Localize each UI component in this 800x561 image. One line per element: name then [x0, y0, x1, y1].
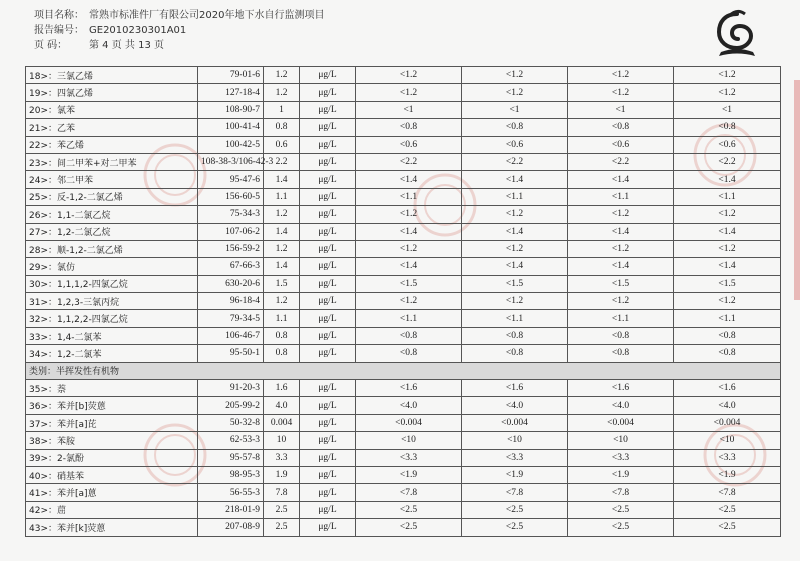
- unit: μg/L: [300, 519, 356, 536]
- page-label: 页 码：: [34, 40, 68, 51]
- cas-number: 98-95-3: [198, 466, 264, 483]
- result-3: <0.004: [568, 414, 674, 431]
- result-1: <1.4: [356, 258, 462, 275]
- unit: μg/L: [300, 380, 356, 397]
- analyte-name: 41>：苯并[a]蒽: [26, 484, 198, 501]
- analyte-name: 43>：苯并[k]荧蒽: [26, 519, 198, 536]
- analyte-name: 21>：乙苯: [26, 119, 198, 136]
- table-row: [26, 432, 781, 449]
- analyte-name: 38>：苯胺: [26, 432, 198, 449]
- result-2: <1.2: [462, 240, 568, 257]
- result-3: <1.1: [568, 310, 674, 327]
- unit: μg/L: [300, 432, 356, 449]
- result-4: <1.2: [674, 240, 781, 257]
- table-row: [26, 380, 781, 397]
- detection-limit: 1.6: [264, 380, 300, 397]
- table-row: [26, 275, 781, 292]
- detection-limit: 2.5: [264, 519, 300, 536]
- table-row: [26, 119, 781, 136]
- result-2: <1.2: [462, 84, 568, 101]
- result-2: <1.2: [462, 206, 568, 223]
- table-row: [26, 414, 781, 431]
- result-4: <1.4: [674, 171, 781, 188]
- analyte-name: 37>：苯并[a]芘: [26, 414, 198, 431]
- result-2: <1.9: [462, 466, 568, 483]
- table-row: [26, 466, 781, 483]
- result-1: <0.004: [356, 414, 462, 431]
- company-logo: [709, 6, 765, 62]
- analyte-name: 36>：苯并[b]荧蒽: [26, 397, 198, 414]
- analyte-name: 20>：氯苯: [26, 101, 198, 118]
- analyte-name: 31>：1,2,3-三氯丙烷: [26, 293, 198, 310]
- result-2: <4.0: [462, 397, 568, 414]
- result-2: <0.6: [462, 136, 568, 153]
- detection-limit: 3.3: [264, 449, 300, 466]
- result-2: <1: [462, 101, 568, 118]
- cas-number: 67-66-3: [198, 258, 264, 275]
- table-row: [26, 293, 781, 310]
- result-4: <1.4: [674, 223, 781, 240]
- cas-number: 156-59-2: [198, 240, 264, 257]
- analyte-name: 19>：四氯乙烯: [26, 84, 198, 101]
- cas-number: 75-34-3: [198, 206, 264, 223]
- result-4: <1.2: [674, 84, 781, 101]
- detection-limit: 2.5: [264, 501, 300, 518]
- table-row: [26, 327, 781, 344]
- detection-limit: 10: [264, 432, 300, 449]
- detection-limit: 2.2: [264, 153, 300, 170]
- detection-limit: 0.8: [264, 327, 300, 344]
- result-1: <1.2: [356, 240, 462, 257]
- table-row: [26, 484, 781, 501]
- detection-limit: 1: [264, 101, 300, 118]
- table-row: [26, 310, 781, 327]
- analyte-name: 39>：2-氯酚: [26, 449, 198, 466]
- result-1: <0.8: [356, 119, 462, 136]
- table-body-voc: [26, 67, 781, 363]
- result-1: <2.2: [356, 153, 462, 170]
- detection-limit: 1.2: [264, 240, 300, 257]
- result-1: <1.2: [356, 67, 462, 84]
- detection-limit: 0.004: [264, 414, 300, 431]
- result-3: <2.5: [568, 519, 674, 536]
- analyte-name: 30>：1,1,1,2-四氯乙烷: [26, 275, 198, 292]
- cas-number: 96-18-4: [198, 293, 264, 310]
- table-row: [26, 519, 781, 536]
- results-table: [25, 66, 781, 537]
- result-3: <1.1: [568, 188, 674, 205]
- detection-limit: 0.8: [264, 119, 300, 136]
- unit: μg/L: [300, 449, 356, 466]
- category-label: 类别：半挥发性有机物: [26, 362, 781, 379]
- result-1: <1.6: [356, 380, 462, 397]
- result-1: <1.5: [356, 275, 462, 292]
- table-row: [26, 67, 781, 84]
- category-row: [26, 362, 781, 379]
- detection-limit: 1.5: [264, 275, 300, 292]
- result-3: <3.3: [568, 449, 674, 466]
- page-value: 第 4 页 共 13 页: [89, 40, 164, 51]
- table-row: [26, 206, 781, 223]
- result-1: <2.5: [356, 501, 462, 518]
- analyte-name: 29>：氯仿: [26, 258, 198, 275]
- report-number-value: GE2010230301A01: [89, 25, 187, 36]
- cas-number: 108-38-3/106-42-3: [198, 153, 264, 170]
- result-1: <1.4: [356, 171, 462, 188]
- analyte-name: 28>：顺-1,2-二氯乙烯: [26, 240, 198, 257]
- result-1: <0.8: [356, 345, 462, 362]
- detection-limit: 1.2: [264, 206, 300, 223]
- detection-limit: 0.8: [264, 345, 300, 362]
- result-4: <2.5: [674, 519, 781, 536]
- result-4: <0.6: [674, 136, 781, 153]
- result-2: <1.6: [462, 380, 568, 397]
- cas-number: 100-42-5: [198, 136, 264, 153]
- unit: μg/L: [300, 293, 356, 310]
- result-4: <0.8: [674, 119, 781, 136]
- cas-number: 108-90-7: [198, 101, 264, 118]
- result-3: <1.4: [568, 223, 674, 240]
- result-3: <0.8: [568, 345, 674, 362]
- cas-number: 95-47-6: [198, 171, 264, 188]
- result-4: <2.2: [674, 153, 781, 170]
- unit: μg/L: [300, 101, 356, 118]
- result-1: <1.1: [356, 310, 462, 327]
- report-header: [34, 8, 324, 53]
- cas-number: 205-99-2: [198, 397, 264, 414]
- unit: μg/L: [300, 310, 356, 327]
- detection-limit: 1.9: [264, 466, 300, 483]
- result-2: <0.8: [462, 327, 568, 344]
- report-number-label: 报告编号：: [34, 25, 84, 36]
- result-3: <1.5: [568, 275, 674, 292]
- result-4: <4.0: [674, 397, 781, 414]
- result-2: <7.8: [462, 484, 568, 501]
- analyte-name: 32>：1,1,2,2-四氯乙烷: [26, 310, 198, 327]
- result-4: <3.3: [674, 449, 781, 466]
- analyte-name: 40>：硝基苯: [26, 466, 198, 483]
- result-4: <0.004: [674, 414, 781, 431]
- result-4: <1.9: [674, 466, 781, 483]
- unit: μg/L: [300, 275, 356, 292]
- unit: μg/L: [300, 327, 356, 344]
- cas-number: 156-60-5: [198, 188, 264, 205]
- result-3: <1.2: [568, 67, 674, 84]
- result-1: <2.5: [356, 519, 462, 536]
- analyte-name: 33>：1,4-二氯苯: [26, 327, 198, 344]
- result-1: <1.2: [356, 293, 462, 310]
- detection-limit: 1.4: [264, 171, 300, 188]
- result-3: <0.8: [568, 119, 674, 136]
- table-row: [26, 84, 781, 101]
- table-row: [26, 136, 781, 153]
- cas-number: 218-01-9: [198, 501, 264, 518]
- result-1: <1.2: [356, 84, 462, 101]
- result-3: <1.2: [568, 293, 674, 310]
- result-4: <1.1: [674, 188, 781, 205]
- unit: μg/L: [300, 466, 356, 483]
- unit: μg/L: [300, 484, 356, 501]
- unit: μg/L: [300, 345, 356, 362]
- result-2: <1.1: [462, 310, 568, 327]
- unit: μg/L: [300, 119, 356, 136]
- cas-number: 127-18-4: [198, 84, 264, 101]
- result-1: <10: [356, 432, 462, 449]
- cas-number: 630-20-6: [198, 275, 264, 292]
- analyte-name: 18>：三氯乙烯: [26, 67, 198, 84]
- cas-number: 106-46-7: [198, 327, 264, 344]
- result-4: <1.1: [674, 310, 781, 327]
- result-2: <0.8: [462, 345, 568, 362]
- result-2: <10: [462, 432, 568, 449]
- result-3: <1: [568, 101, 674, 118]
- result-4: <7.8: [674, 484, 781, 501]
- analyte-name: 25>：反-1,2-二氯乙烯: [26, 188, 198, 205]
- result-2: <1.2: [462, 293, 568, 310]
- result-1: <1.1: [356, 188, 462, 205]
- result-3: <7.8: [568, 484, 674, 501]
- table-row: [26, 397, 781, 414]
- table-row: [26, 223, 781, 240]
- result-2: <1.5: [462, 275, 568, 292]
- table-row: [26, 240, 781, 257]
- unit: μg/L: [300, 84, 356, 101]
- result-2: <0.004: [462, 414, 568, 431]
- detection-limit: 0.6: [264, 136, 300, 153]
- result-3: <1.4: [568, 171, 674, 188]
- cas-number: 79-34-5: [198, 310, 264, 327]
- cas-number: 91-20-3: [198, 380, 264, 397]
- result-3: <1.2: [568, 206, 674, 223]
- cas-number: 107-06-2: [198, 223, 264, 240]
- unit: μg/L: [300, 501, 356, 518]
- cas-number: 95-50-1: [198, 345, 264, 362]
- table-row: [26, 258, 781, 275]
- analyte-name: 42>：䓛: [26, 501, 198, 518]
- cas-number: 62-53-3: [198, 432, 264, 449]
- unit: μg/L: [300, 188, 356, 205]
- result-2: <1.2: [462, 67, 568, 84]
- result-3: <0.8: [568, 327, 674, 344]
- cas-number: 100-41-4: [198, 119, 264, 136]
- analyte-name: 24>：邻二甲苯: [26, 171, 198, 188]
- result-3: <1.2: [568, 240, 674, 257]
- project-value: 常熟市标准件厂有限公司2020年地下水自行监测项目: [89, 10, 325, 21]
- analyte-name: 27>：1,2-二氯乙烷: [26, 223, 198, 240]
- result-4: <1.2: [674, 206, 781, 223]
- analyte-name: 35>：萘: [26, 380, 198, 397]
- result-2: <1.4: [462, 171, 568, 188]
- table-row: [26, 501, 781, 518]
- project-label: 项目名称：: [34, 10, 84, 21]
- result-4: <0.8: [674, 327, 781, 344]
- unit: μg/L: [300, 258, 356, 275]
- table-row: [26, 345, 781, 362]
- table-row: [26, 153, 781, 170]
- result-2: <2.5: [462, 519, 568, 536]
- result-4: <2.5: [674, 501, 781, 518]
- cas-number: 95-57-8: [198, 449, 264, 466]
- unit: μg/L: [300, 397, 356, 414]
- cas-number: 207-08-9: [198, 519, 264, 536]
- result-2: <2.2: [462, 153, 568, 170]
- result-1: <3.3: [356, 449, 462, 466]
- result-4: <1.5: [674, 275, 781, 292]
- table-row: [26, 449, 781, 466]
- table-row: [26, 171, 781, 188]
- result-3: <0.6: [568, 136, 674, 153]
- table-body-svoc: [26, 380, 781, 537]
- detection-limit: 1.2: [264, 293, 300, 310]
- unit: μg/L: [300, 136, 356, 153]
- unit: μg/L: [300, 414, 356, 431]
- detection-limit: 1.1: [264, 188, 300, 205]
- detection-limit: 1.2: [264, 84, 300, 101]
- detection-limit: 1.1: [264, 310, 300, 327]
- cas-number: 50-32-8: [198, 414, 264, 431]
- result-4: <1.2: [674, 67, 781, 84]
- result-1: <1.9: [356, 466, 462, 483]
- analyte-name: 23>：间二甲苯+对二甲苯: [26, 153, 198, 170]
- unit: μg/L: [300, 171, 356, 188]
- result-3: <1.6: [568, 380, 674, 397]
- detection-limit: 7.8: [264, 484, 300, 501]
- table-category: [26, 362, 781, 379]
- result-2: <1.4: [462, 258, 568, 275]
- table-row: [26, 101, 781, 118]
- analyte-name: 22>：苯乙烯: [26, 136, 198, 153]
- result-4: <1.4: [674, 258, 781, 275]
- result-2: <1.4: [462, 223, 568, 240]
- result-4: <1: [674, 101, 781, 118]
- unit: μg/L: [300, 153, 356, 170]
- result-4: <1.6: [674, 380, 781, 397]
- result-4: <0.8: [674, 345, 781, 362]
- result-1: <7.8: [356, 484, 462, 501]
- result-2: <2.5: [462, 501, 568, 518]
- result-1: <1.4: [356, 223, 462, 240]
- unit: μg/L: [300, 223, 356, 240]
- cas-number: 56-55-3: [198, 484, 264, 501]
- detection-limit: 1.2: [264, 67, 300, 84]
- result-3: <1.4: [568, 258, 674, 275]
- result-1: <4.0: [356, 397, 462, 414]
- detection-limit: 4.0: [264, 397, 300, 414]
- result-3: <1.2: [568, 84, 674, 101]
- result-4: <1.2: [674, 293, 781, 310]
- analyte-name: 34>：1,2-二氯苯: [26, 345, 198, 362]
- table-row: [26, 188, 781, 205]
- result-3: <10: [568, 432, 674, 449]
- result-3: <1.9: [568, 466, 674, 483]
- unit: μg/L: [300, 67, 356, 84]
- result-4: <10: [674, 432, 781, 449]
- result-1: <1.2: [356, 206, 462, 223]
- cas-number: 79-01-6: [198, 67, 264, 84]
- unit: μg/L: [300, 206, 356, 223]
- result-1: <1: [356, 101, 462, 118]
- detection-limit: 1.4: [264, 258, 300, 275]
- result-2: <3.3: [462, 449, 568, 466]
- result-2: <0.8: [462, 119, 568, 136]
- analyte-name: 26>：1,1-二氯乙烷: [26, 206, 198, 223]
- edge-seal-mark: [794, 80, 800, 300]
- result-2: <1.1: [462, 188, 568, 205]
- unit: μg/L: [300, 240, 356, 257]
- result-1: <0.6: [356, 136, 462, 153]
- result-3: <2.2: [568, 153, 674, 170]
- result-1: <0.8: [356, 327, 462, 344]
- result-3: <2.5: [568, 501, 674, 518]
- detection-limit: 1.4: [264, 223, 300, 240]
- result-3: <4.0: [568, 397, 674, 414]
